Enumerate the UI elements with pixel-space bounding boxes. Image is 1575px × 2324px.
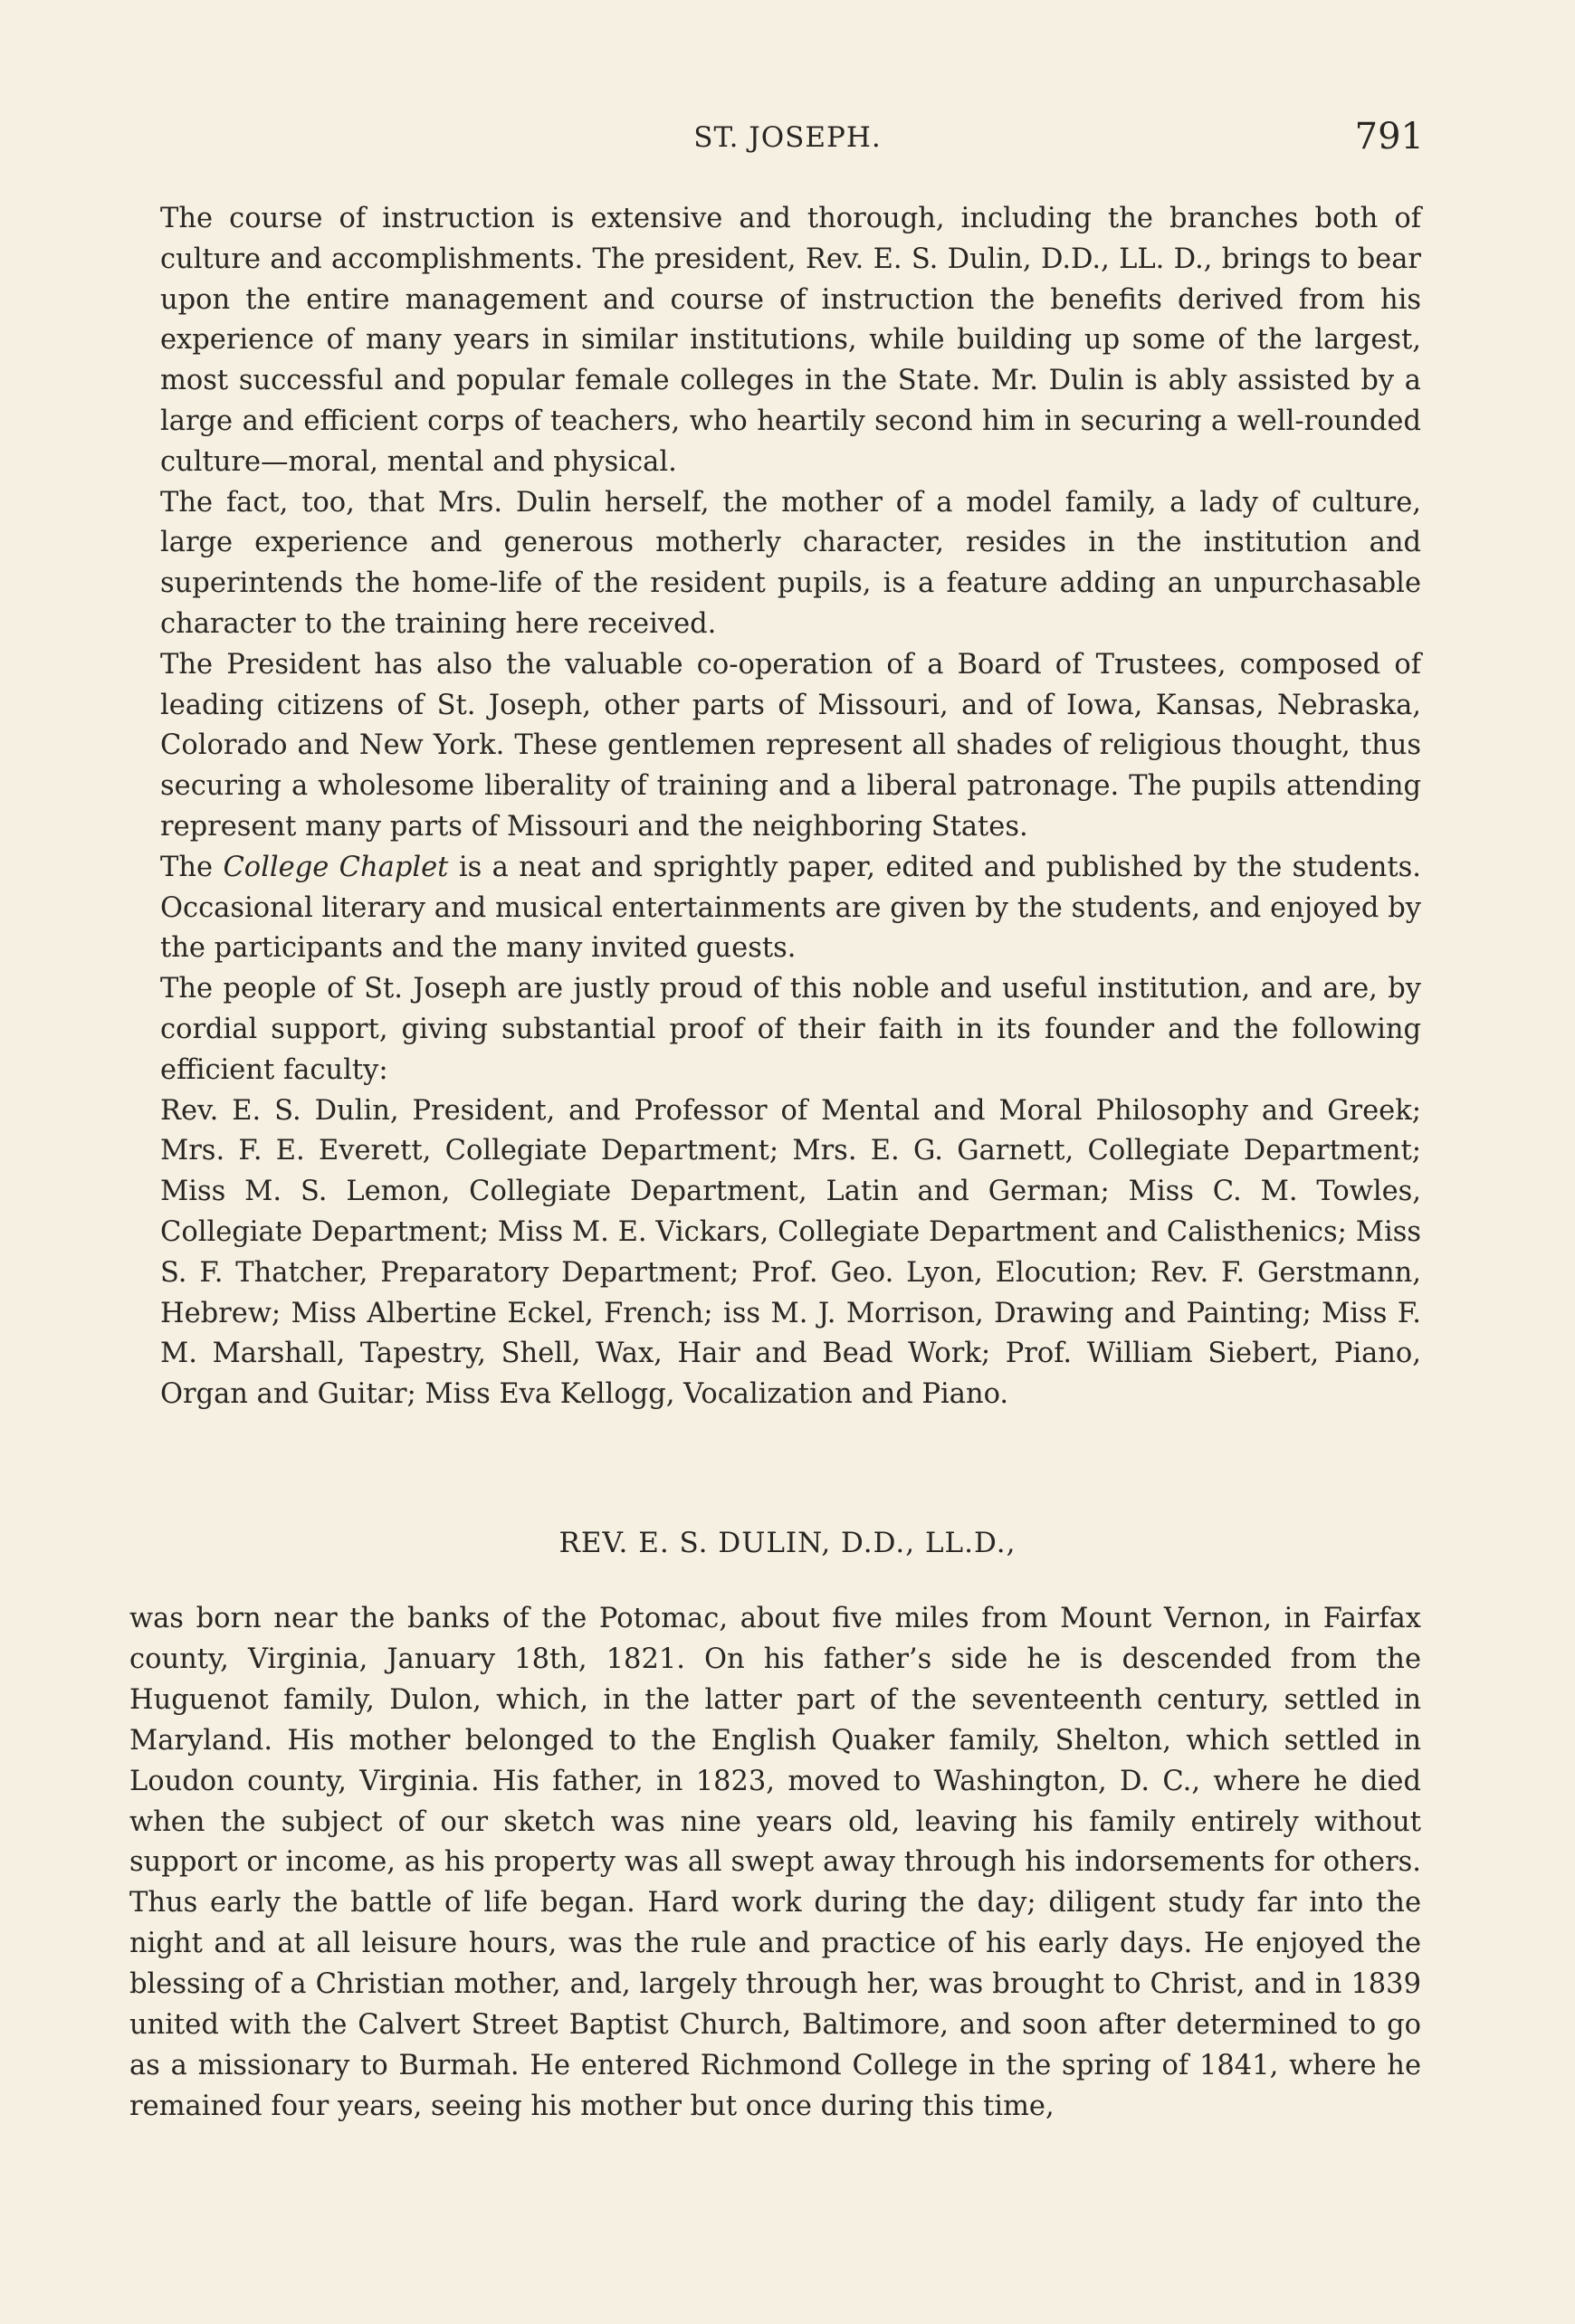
biography-paragraph: was born near the banks of the Potomac, about five miles from Mount Vernon, in Fairfax county, Virginia, January 18th, 1821. On his father’s side he is descended from the Huguenot family, Dulon, which, in the latter part of the seventeenth century, settled in Maryland. His mother belonged to the English Quaker family, Shelton, which settled in Loudon county, Virginia. His father, in 1823, moved to Washington, D. C., where he died when the subject of our sketch was nine years old, leaving his family entirely without support or income, as his property was all swept away through his indorsements for others. Thus early the battle of life began. Hard work during the day; diligent study far into the night and at all leisure hours, was the rule and practice of his early days. He enjoyed the blessing of a Christian mother, and, largely through her, was brought to Christ, and in 1839 united with the Calvert Street Baptist Church, Baltimore, and soon after determined to go as a missionary to Burmah. He entered Richmond College in the spring of 1841, where he remained four years, seeing his mother but once during this time, <box>129 1603 1421 2122</box>
paragraph-course: The course of instruction is extensive and thorough, including the branches both of culture and accomplishments. The president, Rev. E. S. Dulin, D.D., LL. D., brings to bear upon the entire management and course of instruction the benefits derived from his experience of many years in similar institutions, while building up some of the largest, most successful and popular female colleges in the State. Mr. Dulin is ably assisted by a large and efficient corps of teachers, who heartily second him in securing a well-rounded culture—moral, mental and physical. <box>160 203 1421 478</box>
paragraph-faculty: Rev. E. S. Dulin, President, and Professor of Mental and Moral Philosophy and Greek; Mrs. F. E. Everett, Collegiate Department; Mrs. E. G. Garnett, Collegiate Department; Miss M. S. Lemon, Collegiate Department, Latin and German; Miss C. M. Towles, Collegiate Department; Miss M. E. Vickars, Collegiate Department and Calisthenics; Miss S. F. Thatcher, Preparatory Department; Prof. Geo. Lyon, Elocution; Rev. F. Gerstmann, Hebrew; Miss Albertine Eckel, French; iss M. J. Morrison, Drawing and Painting; Miss F. M. Marshall, Tapestry, Shell, Wax, Hair and Bead Work; Prof. William Siebert, Piano, Organ and Guitar; Miss Eva Kellogg, Vocalization and Piano. <box>160 1094 1421 1411</box>
running-head <box>0 116 1575 161</box>
paragraph-chaplet <box>160 848 1421 969</box>
chaplet-title: College Chaplet <box>223 851 449 883</box>
chaplet-text-after: is a neat and sprightly paper, edited and published by the students. Occasional literary and musical entertainments are given by the students, and enjoyed by the participants and the many invited guests. <box>160 851 1422 965</box>
body-text <box>160 199 1421 1415</box>
paragraph-trustees: The President has also the valuable co-operation of a Board of Trustees, composed of leading citizens of St. Joseph, other parts of Missouri, and of Iowa, Kansas, Nebraska, Colorado and New York. These gentlemen represent all shades of religious thought, thus securing a wholesome liberality of training and a liberal patronage. The pupils attending represent many parts of Missouri and the neighboring States. <box>160 648 1421 843</box>
paragraph-people: The people of St. Joseph are justly proud of this noble and useful institution, and are, by cordial support, giving substantial proof of their faith in its founder and the following efficient faculty: <box>160 973 1421 1086</box>
section-heading: REV. E. S. DULIN, D.D., LL.D., <box>558 1527 1017 1559</box>
paragraph-mrs-dulin: The fact, too, that Mrs. Dulin herself, the mother of a model family, a lady of culture, large experience and generous motherly character, resides in the institution and superintends the home-life of the resident pupils, is a feature adding an unpurchasable character to the training here received. <box>160 486 1421 640</box>
biography-text <box>129 1599 1421 2128</box>
running-title: ST. JOSEPH. <box>693 121 882 154</box>
page-number: 791 <box>1354 116 1424 157</box>
chaplet-text-before: The <box>160 851 224 883</box>
